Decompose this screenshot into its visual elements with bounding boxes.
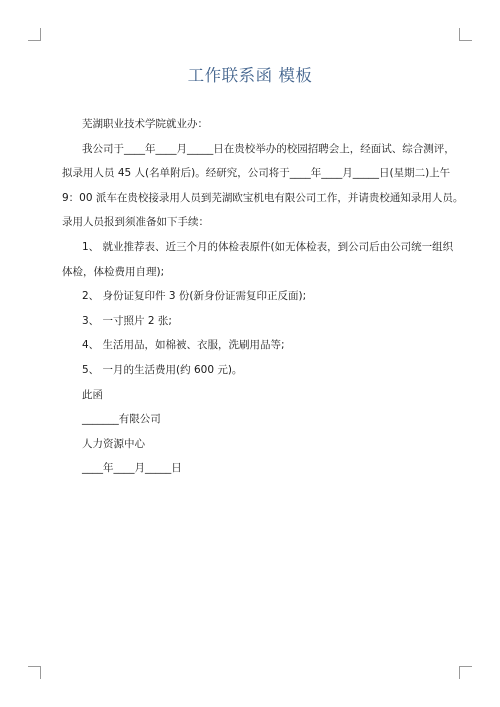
document-body: [62, 112, 464, 481]
crop-mark-bottom-left: [28, 666, 41, 679]
list-item: 1、 就业推荐表、近三个月的体检表原件(如无体检表，到公司后由公司统一组织: [82, 240, 454, 253]
list-item: 3、 一寸照片 2 张;: [82, 314, 172, 327]
signature-department: 人力资源中心: [82, 437, 145, 450]
list-item: 2、 身份证复印件 3 份(新身份证需复印正反面);: [82, 290, 307, 303]
list-item-continuation: 体检，体检费用自理);: [62, 265, 165, 278]
list-item: 5、 一月的生活费用(约 600 元)。: [82, 363, 243, 376]
document-title: 工作联系函 模板: [187, 66, 313, 85]
paragraph-line: 录用人员报到须准备如下手续：: [62, 216, 209, 229]
list-item: 4、 生活用品，如棉被、衣服，洗刷用品等;: [82, 339, 285, 352]
crop-mark-top-right: [459, 28, 472, 41]
crop-mark-top-left: [28, 28, 41, 41]
paragraph-line: 9：00 派车在贵校接录用人员到芜湖欧宝机电有限公司工作，并请贵校通知录用人员。: [62, 191, 464, 204]
paragraph-line: 我公司于____年____月_____日在贵校举办的校园招聘会上，经面试、综合测评，: [82, 142, 455, 155]
signature-date: ____年____月_____日: [82, 462, 182, 475]
signature-company: _______有限公司: [82, 413, 161, 426]
crop-mark-bottom-right: [459, 666, 472, 679]
closing: 此函: [82, 388, 103, 401]
paragraph-line: 拟录用人员 45 人(名单附后)。经研究，公司将于____年____月_____日(星期二)上午: [62, 167, 451, 180]
salutation: 芜湖职业技术学院就业办：: [82, 118, 208, 130]
